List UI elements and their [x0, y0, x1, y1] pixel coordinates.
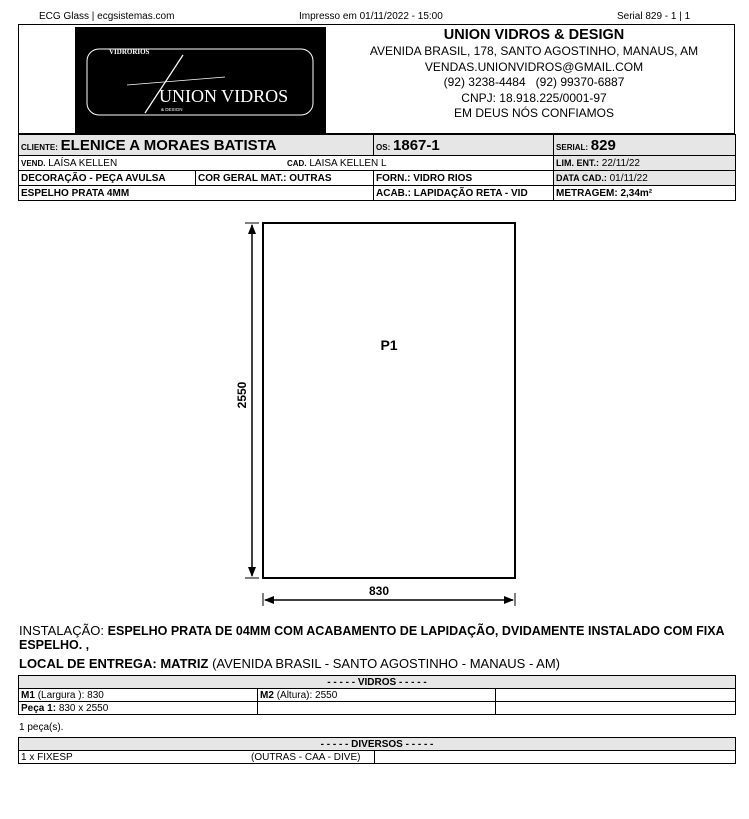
lim-ent-cell: LIM. ENT.: 22/11/22 [554, 156, 736, 171]
client-name: ELENICE A MORAES BATISTA [60, 136, 277, 154]
diversos-item-cell [19, 751, 375, 764]
diversos-detail: (OUTRAS - CAA - DIVE) [251, 751, 361, 763]
empty-cell [496, 702, 736, 715]
company-email: VENDAS.UNIONVIDROS@GMAIL.COM [424, 59, 644, 74]
supplier-cell: FORN.: VIDRO RIOS [374, 171, 554, 186]
data-cad-cell: DATA CAD.: 01/11/22 [554, 171, 736, 186]
company-name: UNION VIDROS & DESIGN [443, 27, 625, 43]
color-cell: COR GERAL MAT.: OUTRAS [196, 171, 374, 186]
serial-cell: SERIAL: 829 [554, 135, 736, 156]
print-header [0, 11, 749, 23]
empty-cell [496, 689, 736, 702]
vendor-cell: VEND. LAÍSA KELLEN CAD. LAISA KELLEN L [19, 156, 554, 171]
diversos-title: - - - - - DIVERSOS - - - - - [19, 738, 736, 751]
decoration-cell: DECORAÇÃO - PEÇA AVULSA [19, 171, 196, 186]
company-motto: EM DEUS NÓS CONFIAMOS [453, 106, 614, 121]
m2-value: (Altura): 2550 [276, 689, 338, 701]
piece-drawing [0, 210, 749, 615]
company-phones: (92) 3238-4484 (92) 99370-6887 [443, 75, 625, 90]
logo-small-text: VIDRORIOS [109, 48, 150, 56]
print-date: Impresso em 01/11/2022 - 15:00 [299, 11, 443, 22]
company-address: AVENIDA BRASIL, 178, SANTO AGOSTINHO, MANAUS, AM [369, 44, 699, 58]
peca-cell: Peça 1: 830 x 2550 [19, 702, 258, 715]
lim-ent-date: 22/11/22 [601, 157, 640, 169]
order-info-table [18, 134, 736, 201]
company-cnpj: CNPJ: 18.918.225/0001-97 [461, 90, 607, 105]
delivery-label: LOCAL DE ENTREGA: MATRIZ [19, 656, 209, 671]
delivery-address: (AVENIDA BRASIL - SANTO AGOSTINHO - MANAUS - AM) [212, 656, 561, 671]
width-label: 830 [368, 584, 390, 598]
width-dimension [263, 584, 515, 606]
piece-label: P1 [380, 337, 398, 353]
vendor-name: LAÍSA KELLEN [48, 157, 118, 169]
cad-name: LAISA KELLEN L [309, 157, 387, 169]
delivery-location [19, 656, 734, 671]
installation-label: INSTALAÇÃO: [19, 623, 105, 638]
piece-count: 1 peça(s). [19, 722, 64, 733]
empty-cell [375, 751, 736, 764]
logo-text: UNION VIDROS [159, 86, 289, 106]
client-cell: CLIENTE: ELENICE A MORAES BATISTA [19, 135, 374, 156]
finish-cell: ACAB.: LAPIDAÇÃO RETA - VID [374, 186, 554, 201]
diversos-table [18, 737, 736, 764]
height-dimension [235, 223, 259, 578]
product-cell: ESPELHO PRATA 4MM [19, 186, 374, 201]
os-cell: OS: 1867-1 [374, 135, 554, 156]
logo-sub-text: & DESIGN [161, 107, 183, 112]
os-number: 1867-1 [393, 136, 440, 154]
m1-cell: M1 (Largura ): 830 [19, 689, 258, 702]
company-info [334, 27, 734, 122]
vidros-table [18, 675, 736, 715]
company-header [18, 24, 735, 134]
m1-value: (Largura ): 830 [37, 689, 104, 701]
company-logo [75, 27, 326, 133]
glass-piece-outline [263, 223, 515, 578]
vidros-title: - - - - - VIDROS - - - - - [19, 676, 736, 689]
peca-value: 830 x 2550 [58, 702, 109, 714]
serial-number: 829 [590, 136, 616, 154]
installation-description: ESPELHO PRATA DE 04MM COM ACABAMENTO DE LAPIDAÇÃO, DVIDAMENTE INSTALADO COM FIXA ESPELHO. , [19, 624, 725, 652]
empty-cell [258, 702, 496, 715]
system-info: ECG Glass | ecgsistemas.com [39, 11, 175, 22]
data-cad-date: 01/11/22 [609, 172, 648, 184]
metragem-cell: METRAGEM: 2,34m² [554, 186, 736, 201]
installation-text [19, 624, 734, 652]
m2-cell: M2 (Altura): 2550 [258, 689, 496, 702]
height-label: 2550 [235, 381, 249, 409]
serial-info: Serial 829 - 1 | 1 [617, 11, 691, 22]
diversos-item: 1 x FIXESP [21, 751, 73, 763]
